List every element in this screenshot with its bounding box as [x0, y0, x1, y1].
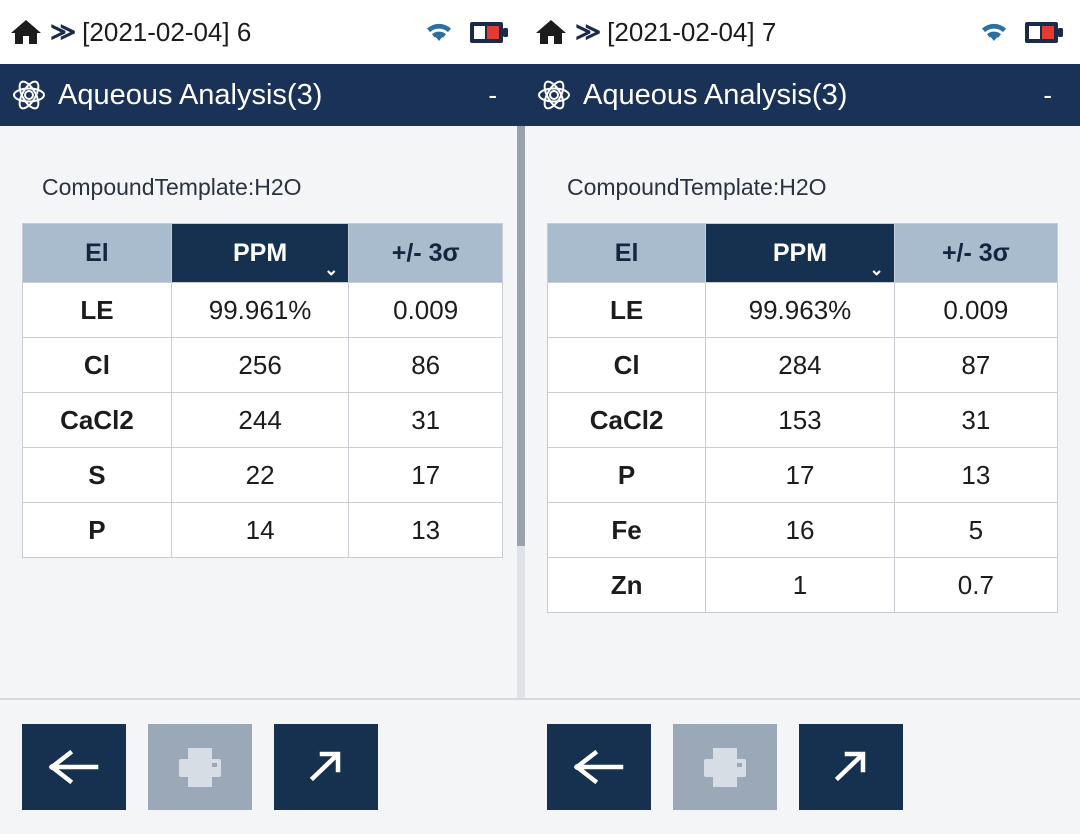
- table-row[interactable]: [23, 503, 503, 558]
- table-row[interactable]: [23, 283, 503, 338]
- status-bar-right: [423, 20, 509, 45]
- cell-ppm: 99.963%: [706, 283, 895, 338]
- minimize-button[interactable]: -: [488, 80, 497, 110]
- title-bar: [0, 64, 525, 126]
- cell-ppm: 17: [706, 448, 895, 503]
- screen-right: [525, 0, 1080, 834]
- cell-element: LE: [548, 283, 706, 338]
- results-table: [22, 223, 503, 558]
- cell-ppm: 284: [706, 338, 895, 393]
- column-header-ppm[interactable]: [171, 224, 348, 283]
- content-area: [0, 126, 525, 698]
- cell-sigma: 5: [894, 503, 1057, 558]
- cell-element: CaCl2: [23, 393, 172, 448]
- back-button[interactable]: [22, 724, 126, 810]
- status-bar-right: [978, 20, 1064, 45]
- column-header-sigma[interactable]: +/- 3σ: [349, 224, 503, 283]
- share-button[interactable]: [274, 724, 378, 810]
- cell-element: Zn: [548, 558, 706, 613]
- cell-ppm: 22: [171, 448, 348, 503]
- status-bar-left: [10, 17, 251, 48]
- arrow-up-right-icon: [826, 744, 876, 790]
- results-table: [547, 223, 1058, 613]
- cell-ppm: 16: [706, 503, 895, 558]
- cell-sigma: 17: [349, 448, 503, 503]
- scrollbar-thumb[interactable]: [517, 126, 525, 546]
- chevron-down-icon: ⌄: [324, 260, 339, 279]
- breadcrumb-title: [2021-02-04] 7: [607, 16, 777, 47]
- wifi-icon: [978, 20, 1010, 44]
- cell-element: Fe: [548, 503, 706, 558]
- column-header-ppm[interactable]: [706, 224, 895, 283]
- breadcrumb-chevrons: ≫: [50, 17, 75, 46]
- screen-left: [0, 0, 525, 834]
- battery-icon: [1024, 20, 1064, 45]
- cell-element: CaCl2: [548, 393, 706, 448]
- print-button[interactable]: [148, 724, 252, 810]
- wifi-icon: [423, 20, 455, 44]
- scrollbar-track[interactable]: [517, 126, 525, 698]
- table-row[interactable]: [548, 558, 1058, 613]
- cell-element: S: [23, 448, 172, 503]
- content-area: [525, 126, 1080, 698]
- cell-sigma: 0.7: [894, 558, 1057, 613]
- cell-sigma: 86: [349, 338, 503, 393]
- status-bar: [525, 0, 1080, 64]
- table-row[interactable]: [548, 393, 1058, 448]
- table-header-row: [548, 224, 1058, 283]
- cell-ppm: 153: [706, 393, 895, 448]
- cell-element: P: [23, 503, 172, 558]
- cell-element: Cl: [548, 338, 706, 393]
- status-bar: [0, 0, 525, 64]
- table-row[interactable]: [23, 393, 503, 448]
- table-row[interactable]: [548, 338, 1058, 393]
- atom-icon: [537, 78, 571, 112]
- atom-icon: [12, 78, 46, 112]
- cell-sigma: 0.009: [894, 283, 1057, 338]
- print-button[interactable]: [673, 724, 777, 810]
- share-button[interactable]: [799, 724, 903, 810]
- cell-sigma: 0.009: [349, 283, 503, 338]
- cell-ppm: 256: [171, 338, 348, 393]
- cell-ppm: 99.961%: [171, 283, 348, 338]
- column-header-ppm-label: PPM: [233, 238, 288, 267]
- cell-sigma: 87: [894, 338, 1057, 393]
- cell-sigma: 31: [349, 393, 503, 448]
- cell-sigma: 13: [349, 503, 503, 558]
- cell-element: LE: [23, 283, 172, 338]
- table-row[interactable]: [23, 338, 503, 393]
- table-row[interactable]: [548, 503, 1058, 558]
- cell-sigma: 13: [894, 448, 1057, 503]
- window-title: Aqueous Analysis(3): [58, 78, 323, 111]
- bottom-toolbar: [525, 698, 1080, 834]
- arrow-left-icon: [571, 746, 627, 788]
- arrow-left-icon: [46, 746, 102, 788]
- cell-ppm: 244: [171, 393, 348, 448]
- column-header-element[interactable]: El: [23, 224, 172, 283]
- breadcrumb-chevrons: ≫: [575, 17, 600, 46]
- table-row[interactable]: [23, 448, 503, 503]
- arrow-up-right-icon: [301, 744, 351, 790]
- column-header-ppm-label: PPM: [772, 238, 828, 267]
- cell-ppm: 1: [706, 558, 895, 613]
- table-row[interactable]: [548, 448, 1058, 503]
- back-button[interactable]: [547, 724, 651, 810]
- home-icon[interactable]: [535, 18, 567, 46]
- column-header-sigma[interactable]: +/- 3σ: [894, 224, 1057, 283]
- cell-ppm: 14: [171, 503, 348, 558]
- column-header-element[interactable]: El: [548, 224, 706, 283]
- home-icon[interactable]: [10, 18, 42, 46]
- cell-element: P: [548, 448, 706, 503]
- cell-element: Cl: [23, 338, 172, 393]
- table-header-row: [23, 224, 503, 283]
- title-bar: [525, 64, 1080, 126]
- compound-template-label: CompoundTemplate:H2O: [42, 174, 302, 200]
- bottom-toolbar: [0, 698, 525, 834]
- status-bar-left: [535, 17, 776, 48]
- breadcrumb-title: [2021-02-04] 6: [82, 16, 252, 47]
- chevron-down-icon: ⌄: [869, 260, 884, 279]
- window-title: Aqueous Analysis(3): [583, 78, 848, 111]
- battery-icon: [469, 20, 509, 45]
- table-row[interactable]: [548, 283, 1058, 338]
- cell-sigma: 31: [894, 393, 1057, 448]
- compound-template-label: CompoundTemplate:H2O: [567, 174, 827, 200]
- minimize-button[interactable]: -: [1043, 80, 1052, 110]
- printer-icon: [699, 744, 751, 790]
- printer-icon: [174, 744, 226, 790]
